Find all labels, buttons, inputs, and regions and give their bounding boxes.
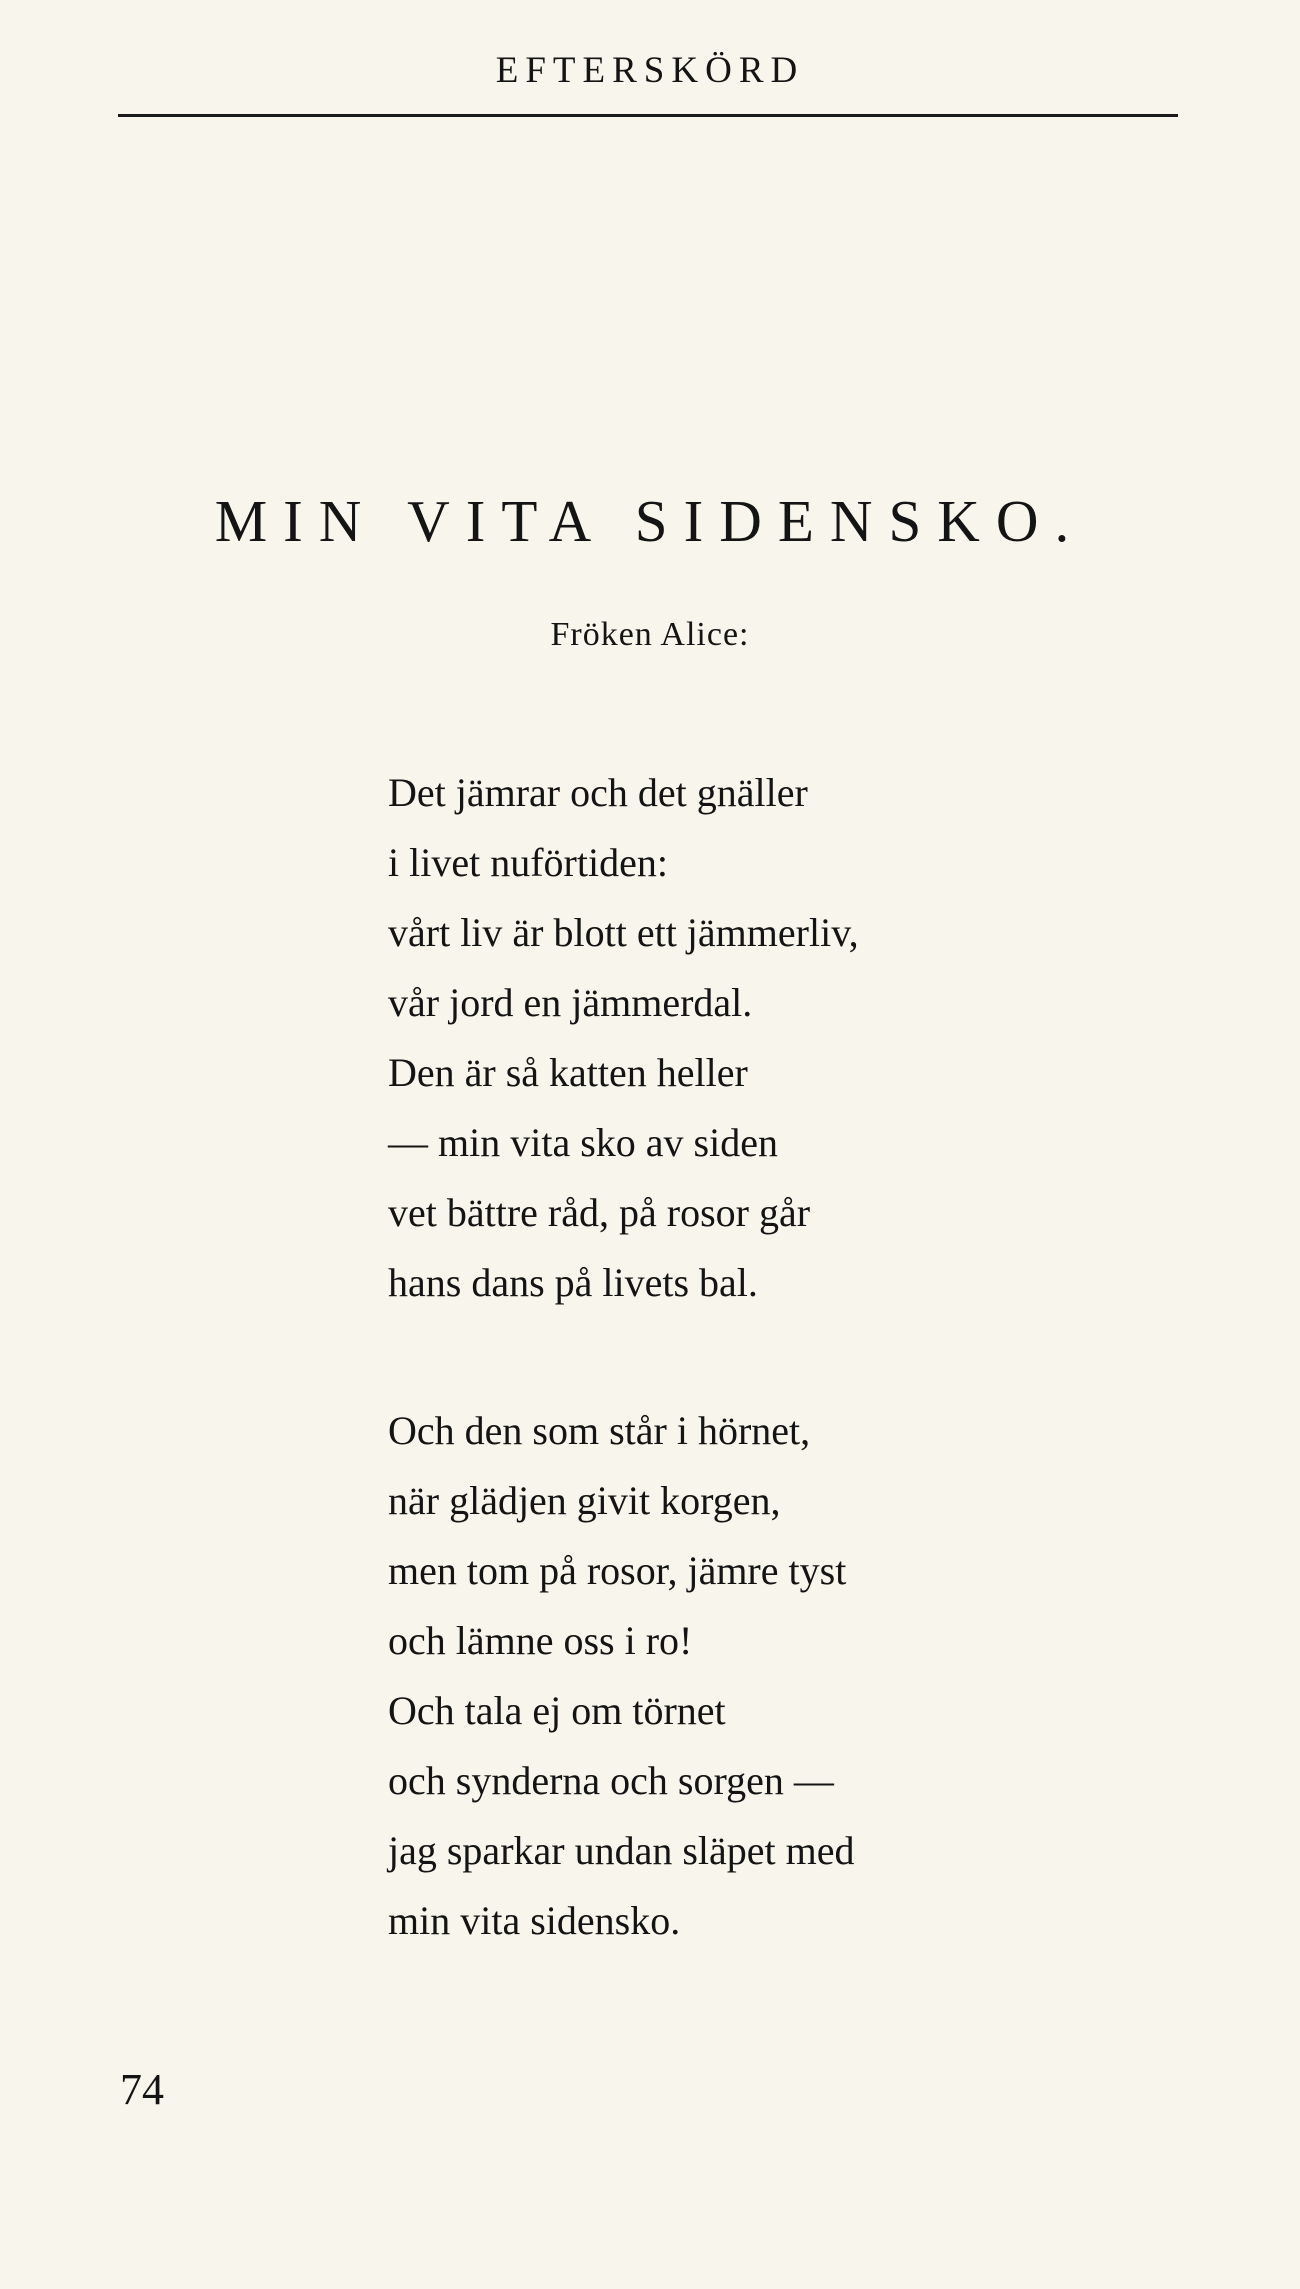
verse-line: Det jämrar och det gnäller <box>388 770 808 815</box>
running-head: EFTERSKÖRD <box>495 50 805 91</box>
header-rule <box>118 114 1178 117</box>
verse-line: och lämne oss i ro! <box>388 1618 693 1663</box>
verse-line: och synderna och sorgen — <box>388 1758 834 1803</box>
verse-line: — min vita sko av siden <box>388 1120 778 1165</box>
stanza <box>388 758 1148 1318</box>
verse-line: jag sparkar undan släpet med <box>388 1828 855 1873</box>
verse-line: hans dans på livets bal. <box>388 1260 758 1305</box>
verse-line: när glädjen givit korgen, <box>388 1478 781 1523</box>
verse-line: vårt liv är blott ett jämmerliv, <box>388 910 859 955</box>
poem-title: MIN VITA SIDENSKO. <box>214 488 1086 554</box>
verse-line: Och den som står i hörnet, <box>388 1408 811 1453</box>
verse-line: vår jord en jämmerdal. <box>388 980 753 1025</box>
dedication: Fröken Alice: <box>550 616 750 653</box>
stanza <box>388 1396 1148 1956</box>
verse-line: Och tala ej om törnet <box>388 1688 726 1733</box>
verse-line: min vita sidensko. <box>388 1898 681 1943</box>
verse-line: men tom på rosor, jämre tyst <box>388 1548 847 1593</box>
verse-line: vet bättre råd, på rosor går <box>388 1190 811 1235</box>
verse-line: Den är så katten heller <box>388 1050 748 1095</box>
page-number: 74 <box>120 2065 164 2114</box>
verse-line: i livet nuförtiden: <box>388 840 668 885</box>
